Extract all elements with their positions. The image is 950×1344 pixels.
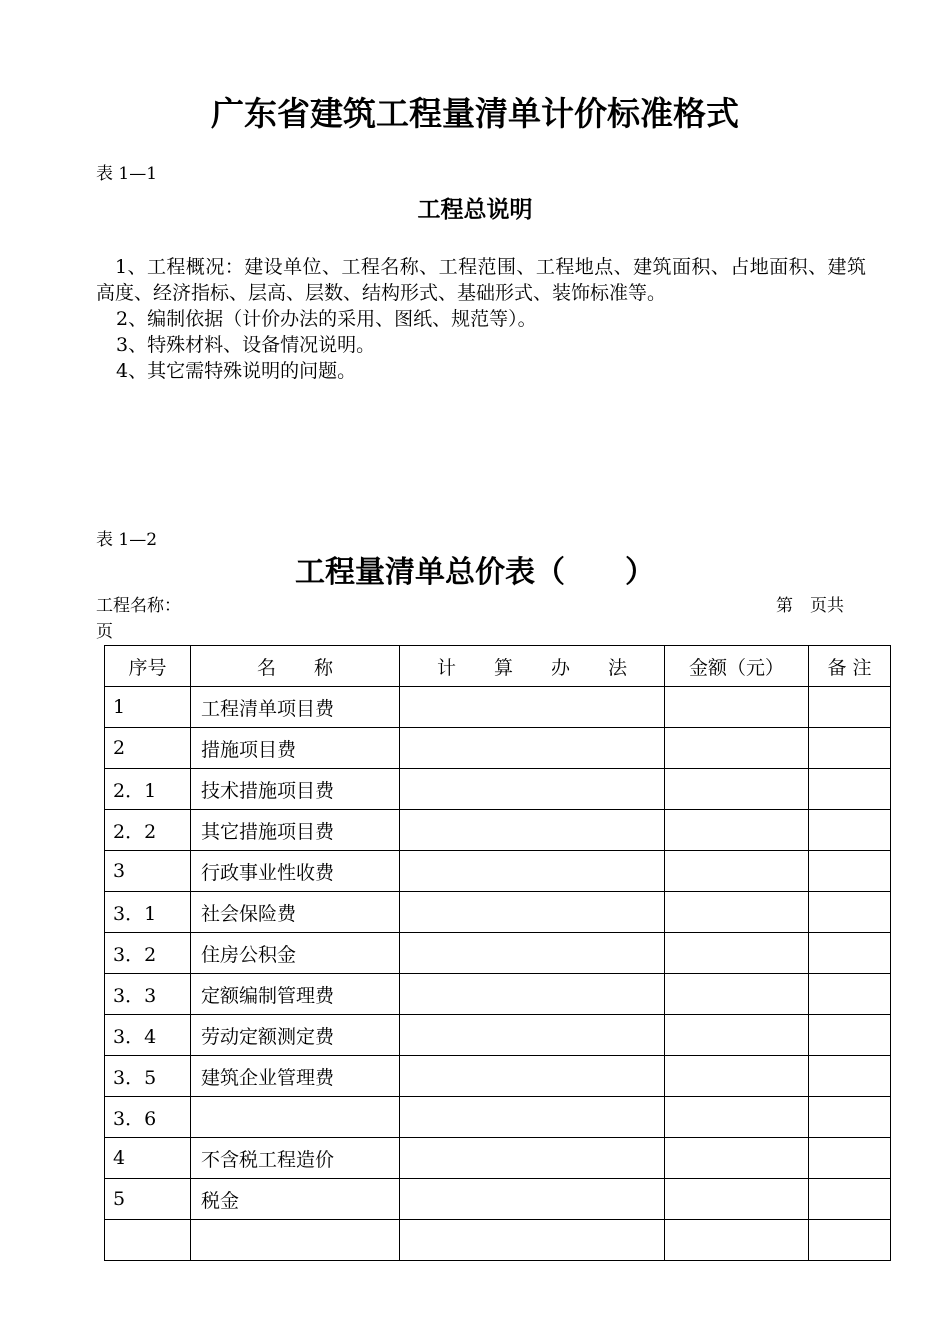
table-row (105, 933, 891, 974)
cell-item-name: 行政事业性收费 (191, 851, 400, 892)
page-number-label: 第 页共 (776, 596, 844, 616)
cell-remark (809, 1097, 891, 1138)
cell-remark (809, 728, 891, 769)
table-row (105, 769, 891, 810)
cell-calc-method (400, 1056, 665, 1097)
general-description-body (96, 254, 866, 384)
cell-item-name: 劳动定额测定费 (191, 1015, 400, 1056)
project-name-label: 工程名称： (96, 596, 181, 616)
cell-amount (665, 1179, 809, 1220)
cell-remark (809, 1015, 891, 1056)
cell-amount (665, 769, 809, 810)
table-row (105, 1056, 891, 1097)
cell-item-no: 3．5 (105, 1056, 191, 1097)
summary-table-title: 工程量清单总价表（ ） (295, 555, 655, 590)
cell-calc-method (400, 1138, 665, 1179)
cell-remark (809, 1056, 891, 1097)
table-row (105, 810, 891, 851)
table-row (105, 892, 891, 933)
cell-item-name: 建筑企业管理费 (191, 1056, 400, 1097)
cell-remark (809, 892, 891, 933)
cell-amount (665, 974, 809, 1015)
cell-item-name (191, 1097, 400, 1138)
cell-amount (665, 1138, 809, 1179)
summary-price-table (104, 645, 891, 1261)
cell-item-no (105, 1220, 191, 1261)
cell-item-no: 5 (105, 1179, 191, 1220)
cell-amount (665, 728, 809, 769)
cell-remark (809, 1220, 891, 1261)
cell-item-name: 定额编制管理费 (191, 974, 400, 1015)
cell-amount (665, 851, 809, 892)
cell-remark (809, 769, 891, 810)
cell-calc-method (400, 810, 665, 851)
cell-calc-method (400, 687, 665, 728)
cell-calc-method (400, 1097, 665, 1138)
table-row (105, 1179, 891, 1220)
cell-item-no: 2．1 (105, 769, 191, 810)
column-header-name: 名 称 (191, 646, 400, 687)
page-number-label-continued: 页 (96, 622, 113, 642)
table-row (105, 851, 891, 892)
cell-item-name: 技术措施项目费 (191, 769, 400, 810)
description-item-basis: 2、编制依据（计价办法的采用、图纸、规范等）。 (116, 308, 537, 330)
cell-item-no: 3．2 (105, 933, 191, 974)
column-header-remark: 备 注 (809, 646, 891, 687)
cell-amount (665, 1220, 809, 1261)
table-header-row (105, 646, 891, 687)
cell-remark (809, 810, 891, 851)
column-header-amount: 金额（元） (665, 646, 809, 687)
table-row (105, 1015, 891, 1056)
cell-item-name: 不含税工程造价 (191, 1138, 400, 1179)
column-header-no: 序号 (105, 646, 191, 687)
cell-remark (809, 851, 891, 892)
cell-calc-method (400, 769, 665, 810)
cell-item-no: 2 (105, 728, 191, 769)
cell-item-name: 税金 (191, 1179, 400, 1220)
table-row (105, 687, 891, 728)
table-row (105, 1220, 891, 1261)
description-item-other: 4、其它需特殊说明的问题。 (116, 360, 357, 382)
section-heading-general-description: 工程总说明 (417, 197, 533, 223)
description-item-materials: 3、特殊材料、设备情况说明。 (116, 334, 376, 356)
cell-item-no: 3．3 (105, 974, 191, 1015)
table-number-1-2: 表 1—2 (96, 530, 158, 550)
cell-item-no: 2．2 (105, 810, 191, 851)
table-row (105, 1138, 891, 1179)
column-header-method: 计 算 办 法 (400, 646, 665, 687)
cell-item-name: 措施项目费 (191, 728, 400, 769)
cell-item-no: 3．4 (105, 1015, 191, 1056)
cell-calc-method (400, 933, 665, 974)
cell-item-no: 3．1 (105, 892, 191, 933)
cell-remark (809, 933, 891, 974)
cell-item-no: 4 (105, 1138, 191, 1179)
cell-item-no: 3．6 (105, 1097, 191, 1138)
cell-item-no: 3 (105, 851, 191, 892)
cell-calc-method (400, 1179, 665, 1220)
cell-amount (665, 933, 809, 974)
cell-calc-method (400, 892, 665, 933)
cell-item-name: 其它措施项目费 (191, 810, 400, 851)
cell-item-no: 1 (105, 687, 191, 728)
document-title: 广东省建筑工程量清单计价标准格式 (211, 94, 739, 133)
summary-table-body (105, 687, 891, 1261)
table-row (105, 728, 891, 769)
cell-amount (665, 810, 809, 851)
cell-item-name: 社会保险费 (191, 892, 400, 933)
cell-amount (665, 1056, 809, 1097)
cell-calc-method (400, 851, 665, 892)
table-row (105, 974, 891, 1015)
cell-amount (665, 1097, 809, 1138)
description-item-overview: 1、工程概况：建设单位、工程名称、工程范围、工程地点、建筑面积、占地面积、建筑高度、经济指标、层高、层数、结构形式、基础形式、装饰标准等。 (96, 256, 866, 304)
table-number-1-1: 表 1—1 (96, 164, 158, 184)
cell-item-name (191, 1220, 400, 1261)
cell-remark (809, 1138, 891, 1179)
cell-amount (665, 1015, 809, 1056)
cell-item-name: 工程清单项目费 (191, 687, 400, 728)
cell-remark (809, 974, 891, 1015)
table-row (105, 1097, 891, 1138)
cell-amount (665, 687, 809, 728)
cell-remark (809, 1179, 891, 1220)
cell-item-name: 住房公积金 (191, 933, 400, 974)
cell-calc-method (400, 1015, 665, 1056)
cell-remark (809, 687, 891, 728)
cell-calc-method (400, 1220, 665, 1261)
cell-calc-method (400, 974, 665, 1015)
cell-calc-method (400, 728, 665, 769)
cell-amount (665, 892, 809, 933)
